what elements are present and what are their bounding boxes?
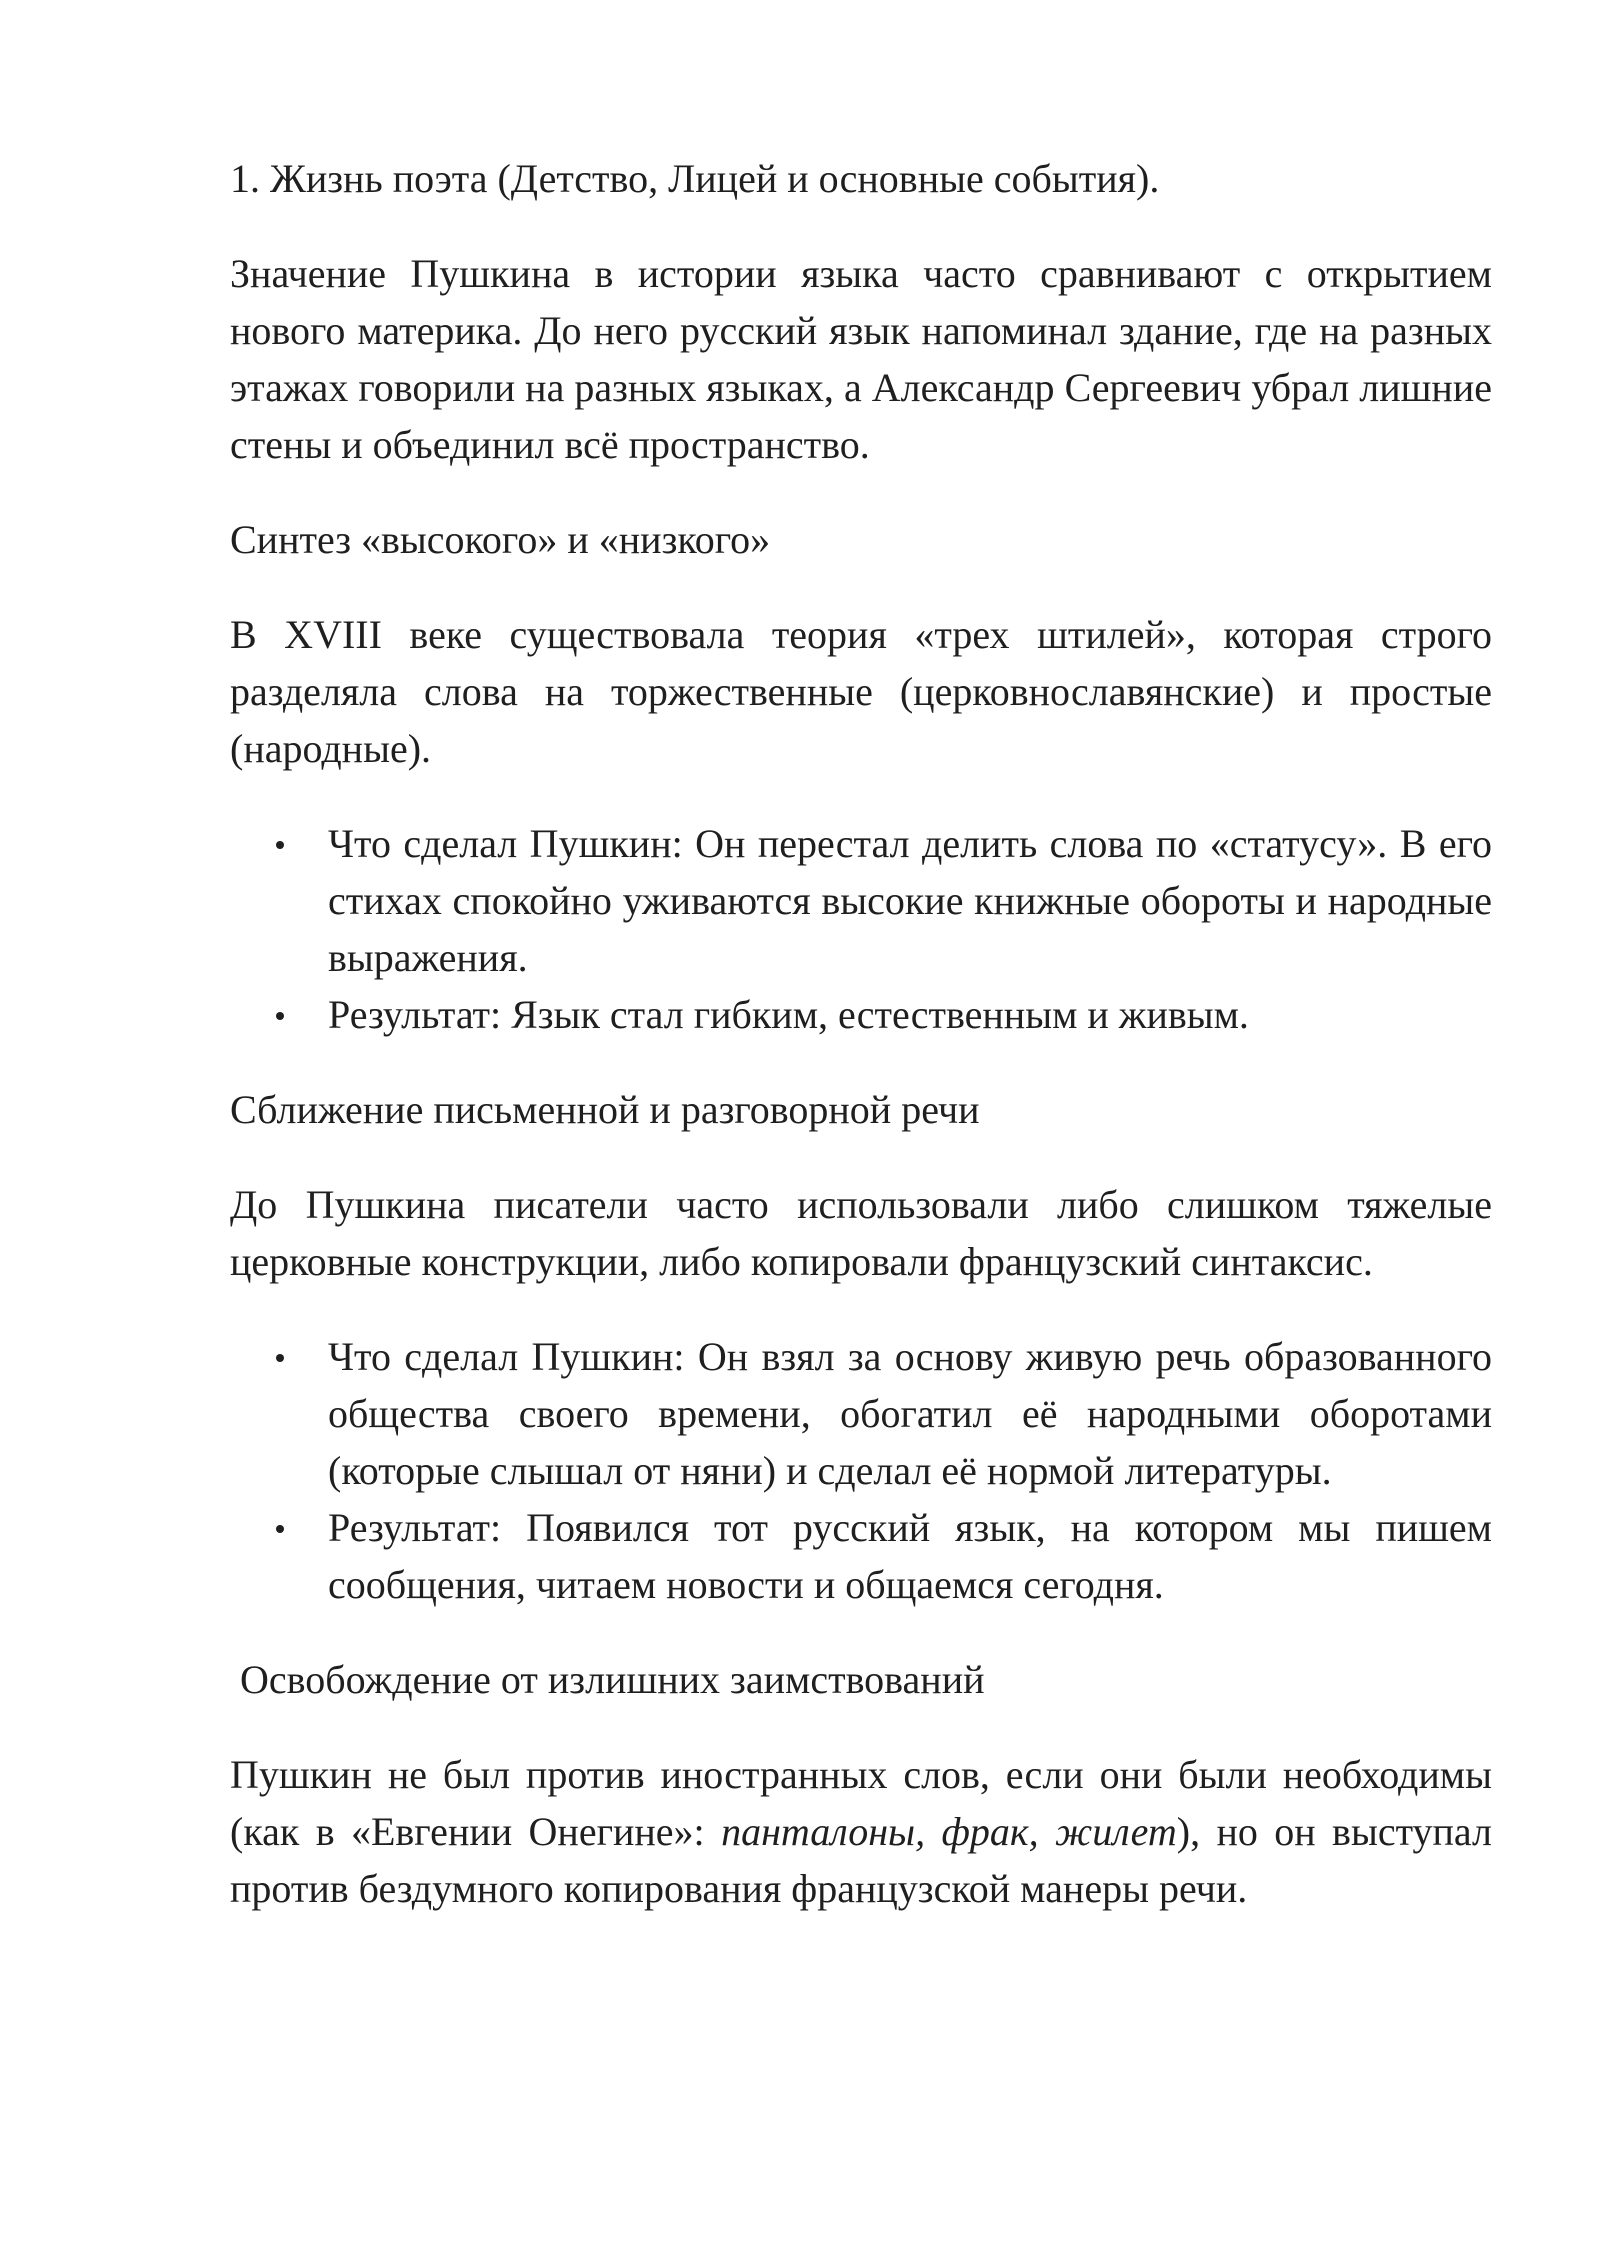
- list-item-text: Результат: Появился тот русский язык, на котором мы пишем сообщения, читаем новости и общаемся сегодня.: [328, 1505, 1492, 1607]
- section-heading-synthesis: Синтез «высокого» и «низкого»: [230, 517, 771, 562]
- list-item: [230, 1328, 1492, 1499]
- bullet-icon: [276, 1525, 284, 1533]
- section-paragraph-borrowings: [230, 1746, 1492, 1917]
- bullet-list-synthesis: [230, 815, 1492, 1043]
- bullet-icon: [276, 1012, 284, 1020]
- list-item: [230, 986, 1492, 1043]
- bullet-list-convergence: [230, 1328, 1492, 1613]
- intro-paragraph: Значение Пушкина в истории языка часто сравнивают с открытием нового материка. До него русский язык напоминал здание, где на разных этажах говорили на разных языках, а Александр Сергеевич убрал лишние стены и объединил всё пространство.: [230, 251, 1492, 467]
- italic-examples: панталоны, фрак, жилет: [721, 1809, 1177, 1854]
- list-item: [230, 1499, 1492, 1613]
- paragraph-text-after: ), но он выступал против бездумного копирования французской манеры речи.: [230, 1809, 1493, 1911]
- section-heading-convergence: Сближение письменной и разговорной речи: [230, 1087, 980, 1132]
- document-title: 1. Жизнь поэта (Детство, Лицей и основные события).: [230, 156, 1160, 201]
- section-paragraph-synthesis: В XVIII веке существовала теория «трех штилей», которая строго разделяла слова на торжественные (церковнославянские) и простые (народные).: [230, 612, 1492, 771]
- section-paragraph-convergence: До Пушкина писатели часто использовали либо слишком тяжелые церковные конструкции, либо копировали французский синтаксис.: [230, 1182, 1492, 1284]
- bullet-icon: [276, 1354, 284, 1362]
- section-heading-borrowings: Освобождение от излишних заимствований: [240, 1657, 985, 1702]
- bullet-icon: [276, 841, 284, 849]
- list-item-text: Что сделал Пушкин: Он взял за основу живую речь образованного общества своего времени, обогатил её народными оборотами (которые слышал от няни) и сделал её нормой литературы.: [328, 1334, 1492, 1493]
- list-item-text: Что сделал Пушкин: Он перестал делить слова по «статусу». В его стихах спокойно уживаются высокие книжные обороты и народные выражения.: [328, 821, 1492, 980]
- list-item-text: Результат: Язык стал гибким, естественным и живым.: [328, 992, 1249, 1037]
- document-page: [230, 150, 1492, 1955]
- list-item: [230, 815, 1492, 986]
- paragraph-text-before: Пушкин не был против иностранных слов, если они были необходимы (как в «Евгении Онегине»:: [230, 1752, 1492, 1854]
